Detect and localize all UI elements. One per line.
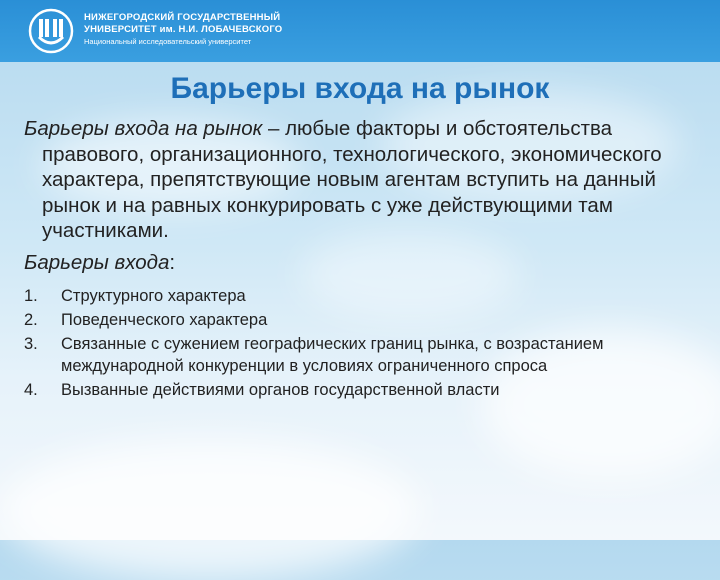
slide-title: Барьеры входа на рынок — [170, 72, 550, 105]
barriers-heading-colon: : — [169, 250, 176, 274]
list-item-number: 4. — [24, 381, 38, 399]
list-item-text: Вызванные действиями органов государственной власти — [61, 381, 500, 399]
barrier-list — [24, 285, 704, 401]
barriers-heading — [24, 250, 704, 276]
definition-paragraph — [24, 116, 704, 244]
unn-logo-icon — [28, 8, 74, 54]
definition-term: Барьеры входа на рынок — [24, 117, 263, 140]
university-name-line1: НИЖЕГОРОДСКИЙ ГОСУДАРСТВЕННЫЙ — [84, 12, 281, 23]
list-item-text: Структурного характера — [61, 287, 246, 305]
background-cloud — [0, 440, 420, 580]
list-item-number: 1. — [24, 287, 38, 305]
list-item-number: 2. — [24, 311, 38, 329]
university-subtitle: Национальный исследовательский университет — [84, 37, 252, 46]
list-item — [24, 285, 704, 307]
header-bar — [0, 0, 720, 62]
list-item-text: Поведенческого характера — [61, 311, 268, 329]
university-name-line2: УНИВЕРСИТЕТ им. Н.И. ЛОБАЧЕВСКОГО — [84, 24, 283, 35]
university-name — [84, 12, 282, 47]
definition-text: – любые факторы и обстоятельства правового, организационного, технологического, экономического характера, препятствующие новым агентам вступить на данный рынок и на равных конкурировать с уже действующими там участниками. — [42, 117, 662, 242]
list-item-number: 3. — [24, 335, 38, 353]
list-item-text: Связанные с сужением географических границ рынка, с возрастанием международной конкуренции в условиях ограниченного спроса — [61, 335, 604, 375]
list-item — [24, 333, 704, 377]
list-item — [24, 309, 704, 331]
barriers-heading-term: Барьеры входа — [24, 250, 170, 274]
slide-body — [24, 116, 704, 403]
list-item — [24, 379, 704, 401]
